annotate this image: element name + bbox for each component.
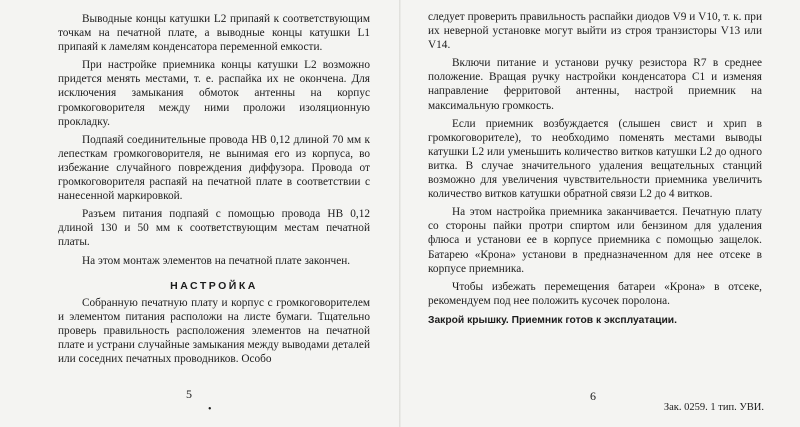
section-heading: НАСТРОЙКА <box>170 279 258 292</box>
final-instruction: Закрой крышку. Приемник готов к эксплуатации. <box>428 314 677 326</box>
left-paragraph-2: При настройке приемника концы катушки L2 возможно придется менять местами, т. е. распайка их не окончена. Для исключения замыкания обмоток антенны на корпус громкоговорителя между ними проложи изоляционную прокладку. <box>58 59 370 128</box>
left-paragraph-1: Выводные концы катушки L2 припаяй к соответствующим точкам на печатной плате, а выводные концы катушки L1 припаяй к ламелям конденсатора переменной емкости. <box>58 13 370 54</box>
right-page <box>400 0 800 427</box>
left-paragraph-3: Подпаяй соединительные провода НВ 0,12 длиной 70 мм к лепесткам громкоговорителя, не вынимая его из корпуса, во избежание случайного повреждения диффузора. Провода от громкоговорителя распаяй на печатной плате в соответствии с нанесенной маркировкой. <box>58 133 370 203</box>
right-paragraph-4: На этом настройка приемника заканчивается. Печатную плату со стороны пайки протри спиртом или бензином для удаления флюса и установи ее в корпусе приемника с помощью защелок. Батарею «Крона» установи в предназначенном для нее отсеке в корпусе приемника. <box>428 206 762 275</box>
page-number-left: 5 <box>186 387 192 401</box>
print-imprint: Зак. 0259. 1 тип. УВИ. <box>663 402 764 413</box>
left-paragraph-4: Разъем питания подпаяй с помощью провода НВ 0,12 длиной 130 и 50 мм к соответствующим местам печатной платы. <box>58 208 370 249</box>
left-paragraph-5: На этом монтаж элементов на печатной плате закончен. <box>82 254 351 267</box>
right-paragraph-5: Чтобы избежать перемещения батареи «Крона» в отсеке, рекомендуем под нее положить кусочек поролона. <box>428 280 762 307</box>
right-paragraph-2: Включи питание и установи ручку резистора R7 в среднее положение. Вращая ручку настройки конденсатора C1 и изменяя направление ферритовой антенны, настрой приемник на максимальную громкость. <box>428 57 762 112</box>
left-paragraph-6: Собранную печатную плату и корпус с громкоговорителем и элементом питания расположи на листе бумаги. Тщательно проверь правильность расположения элементов на печатной плате и устрани случайные замыкания между выводами деталей или соседних печатных проводников. Особо <box>58 296 370 365</box>
right-paragraph-1: следует проверить правильность распайки диодов V9 и V10, т. к. при их неверной установке могут выйти из строя транзисторы V13 или V14. <box>428 11 762 52</box>
page-dot: • <box>208 404 212 415</box>
page-number-right: 6 <box>590 389 596 403</box>
right-paragraph-3: Если приемник возбуждается (слышен свист и хрип в громкоговорителе), то необходимо поменять местами выводы катушки L2 или уменьшить количество витков катушки L2 до одного витка. В случае значительного удаления вещательных станций возможно для увеличения чувствительности приемника увеличить количество витков катушки обратной связи L2 до 4 витков. <box>428 117 762 201</box>
